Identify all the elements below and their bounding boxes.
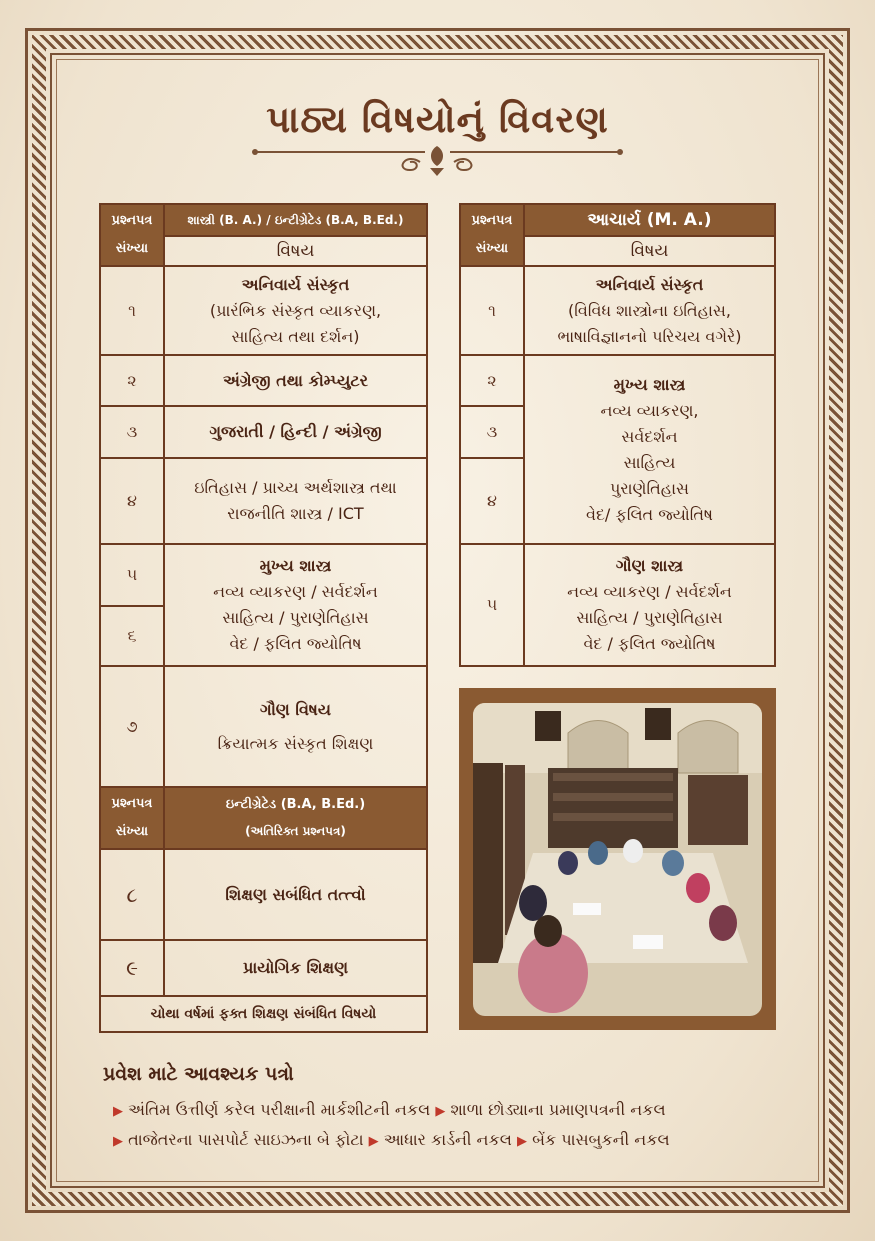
- header-subject: વિષય: [164, 236, 427, 266]
- subject-cell: ગૌણ વિષય ક્રિયાત્મક સંસ્કૃત શિક્ષણ: [164, 666, 427, 787]
- row-number: ૧: [460, 266, 524, 355]
- bullet-triangle-icon: ▶: [516, 1134, 527, 1149]
- document-item: આધાર કાર્ડની નકલ: [383, 1130, 512, 1149]
- header-paper-count: પ્રશ્નપત્ર સંખ્યા: [100, 204, 164, 266]
- documents-line-2: [113, 1130, 670, 1150]
- table-row: [100, 355, 427, 406]
- table-row: [100, 849, 427, 940]
- row-number: ૯: [100, 940, 164, 996]
- subject-cell: ગૌણ શાસ્ત્ર નવ્ય વ્યાકરણ / સર્વદર્શન સાહિત્ય / પુરાણેતિહાસ વેદ / ફલિત જ્યોતિષ: [524, 544, 775, 666]
- document-item: તાજેતરના પાસપોર્ટ સાઇઝના બે ફોટા: [128, 1130, 364, 1149]
- row-number: ૧: [100, 266, 164, 355]
- row-number: ૨: [100, 355, 164, 406]
- row-number: ૬: [100, 606, 164, 666]
- subject-cell: મુખ્ય શાસ્ત્ર નવ્ય વ્યાકરણ / સર્વદર્શન સાહિત્ય / પુરાણેતિહાસ વેદ / ફલિત જ્યોતિષ: [164, 544, 427, 666]
- document-item: બેંક પાસબુકની નકલ: [532, 1130, 670, 1149]
- header-paper-count: પ્રશ્નપત્ર સંખ્યા: [100, 787, 164, 849]
- row-number: ૨: [460, 355, 524, 406]
- header-paper-count: પ્રશ્નપત્ર સંખ્યા: [460, 204, 524, 266]
- classroom-illustration: [473, 703, 762, 1016]
- subject-cell: ગુજરાતી / હિન્દી / અંગ્રેજી: [164, 406, 427, 458]
- bullet-triangle-icon: ▶: [435, 1104, 446, 1119]
- document-item: શાળા છોડ્યાના પ્રમાણપત્રની નકલ: [450, 1100, 666, 1119]
- row-number: ૩: [460, 406, 524, 458]
- header-program: શાસ્ત્રી (B. A.) / ઇન્ટીગ્રેટેડ (B.A, B.Ed.): [164, 204, 427, 236]
- header-program: ઇન્ટીગ્રેટેડ (B.A, B.Ed.) (અતિરિક્ત પ્રશ્નપત્ર): [164, 787, 427, 849]
- title-ornament: [250, 140, 625, 180]
- header-program: આચાર્ય (M. A.): [524, 204, 775, 236]
- table-footer: [100, 996, 427, 1032]
- row-number: ૫: [100, 544, 164, 606]
- master-subjects-table: [459, 203, 776, 667]
- table-row: [100, 544, 427, 606]
- row-number: ૭: [100, 666, 164, 787]
- bullet-triangle-icon: ▶: [113, 1104, 123, 1119]
- row-number: ૫: [460, 544, 524, 666]
- subject-cell: અનિવાર્ય સંસ્કૃત (પ્રારંભિક સંસ્કૃત વ્યાકરણ, સાહિત્ય તથા દર્શન): [164, 266, 427, 355]
- page-title: પાઠ્ય વિષયોનું વિવરણ: [266, 98, 609, 141]
- row-number: ૪: [100, 458, 164, 544]
- subject-cell: અંગ્રેજી તથા કોમ્પ્યુટર: [164, 355, 427, 406]
- table-row: [100, 940, 427, 996]
- table-row: [100, 666, 427, 787]
- table-row: [100, 266, 427, 355]
- row-number: ૩: [100, 406, 164, 458]
- table-row: [100, 406, 427, 458]
- subject-cell: શિક્ષણ સબંધિત તત્ત્વો: [164, 849, 427, 940]
- subject-cell: ઇતિહાસ / પ્રાચ્ય અર્થશાસ્ત્ર તથા રાજનીતિ શાસ્ત્ર / ICT: [164, 458, 427, 544]
- table-row: [460, 266, 775, 355]
- bachelor-subjects-table: [99, 203, 428, 1033]
- classroom-photo: [473, 703, 762, 1016]
- row-number: ૮: [100, 849, 164, 940]
- table-subheader: [100, 787, 427, 849]
- table-row: [460, 544, 775, 666]
- row-number: ૪: [460, 458, 524, 544]
- documents-line-1: [113, 1100, 666, 1120]
- bullet-triangle-icon: ▶: [113, 1134, 123, 1149]
- bullet-triangle-icon: ▶: [368, 1134, 379, 1149]
- subject-cell: પ્રાયોગિક શિક્ષણ: [164, 940, 427, 996]
- table-row: [460, 355, 775, 406]
- table-row: [100, 458, 427, 544]
- documents-title: પ્રવેશ માટે આવશ્યક પત્રો: [103, 1063, 294, 1085]
- subject-cell: અનિવાર્ય સંસ્કૃત (વિવિધ શાસ્ત્રોના ઇતિહાસ, ભાષાવિજ્ઞાનનો પરિચય વગેરે): [524, 266, 775, 355]
- document-item: અંતિમ ઉત્તીર્ણ કરેલ પરીક્ષાની માર્કશીટની નકલ: [128, 1100, 431, 1119]
- footer-note: ચોથા વર્ષમાં ફક્ત શિક્ષણ સંબંધિત વિષયો: [100, 996, 427, 1032]
- subject-cell: મુખ્ય શાસ્ત્ર નવ્ય વ્યાકરણ, સર્વદર્શન સાહિત્ય પુરાણેતિહાસ વેદ/ ફલિત જ્યોતિષ: [524, 355, 775, 544]
- header-subject: વિષય: [524, 236, 775, 266]
